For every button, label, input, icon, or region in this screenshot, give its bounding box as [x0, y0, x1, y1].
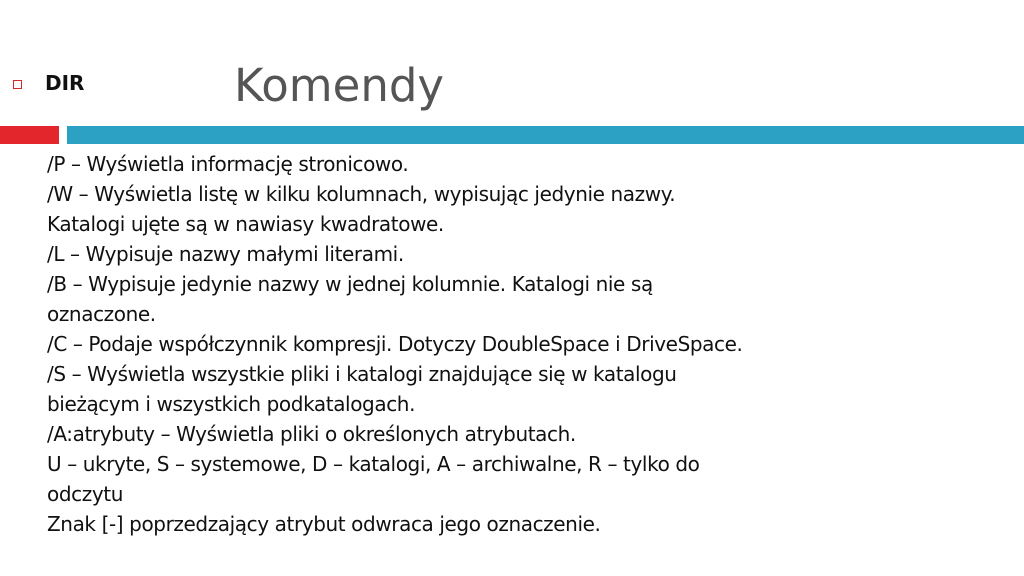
- blue-accent-bar: [67, 126, 1024, 144]
- body-line: /P – Wyświetla informację stronicowo.: [47, 152, 409, 176]
- body-line: /C – Podaje współczynnik kompresji. Dotyczy DoubleSpace i DriveSpace.: [47, 332, 743, 356]
- slide-body: [47, 149, 1007, 539]
- red-accent-bar: [0, 126, 59, 144]
- body-line: /L – Wypisuje nazwy małymi literami.: [47, 242, 404, 266]
- body-line: /A:atrybuty – Wyświetla pliki o określonych atrybutach.: [47, 422, 576, 446]
- body-line: /W – Wyświetla listę w kilku kolumnach, wypisując jedynie nazwy.: [47, 182, 676, 206]
- body-line: /S – Wyświetla wszystkie pliki i katalogi znajdujące się w katalogu: [47, 362, 677, 386]
- body-line: U – ukryte, S – systemowe, D – katalogi, A – archiwalne, R – tylko do: [47, 452, 700, 476]
- body-line: bieżącym i wszystkich podkatalogach.: [47, 392, 416, 416]
- bullet-item: [13, 70, 84, 96]
- slide-title: Komendy: [234, 59, 445, 112]
- bullet-label: DIR: [45, 71, 85, 95]
- body-line: Znak [-] poprzedzający atrybut odwraca jego oznaczenie.: [47, 512, 601, 536]
- square-bullet-icon: [13, 80, 22, 89]
- body-line: /B – Wypisuje jedynie nazwy w jednej kolumnie. Katalogi nie są: [47, 272, 653, 296]
- body-line: oznaczone.: [47, 302, 156, 326]
- body-line: odczytu: [47, 482, 123, 506]
- body-line: Katalogi ujęte są w nawiasy kwadratowe.: [47, 212, 444, 236]
